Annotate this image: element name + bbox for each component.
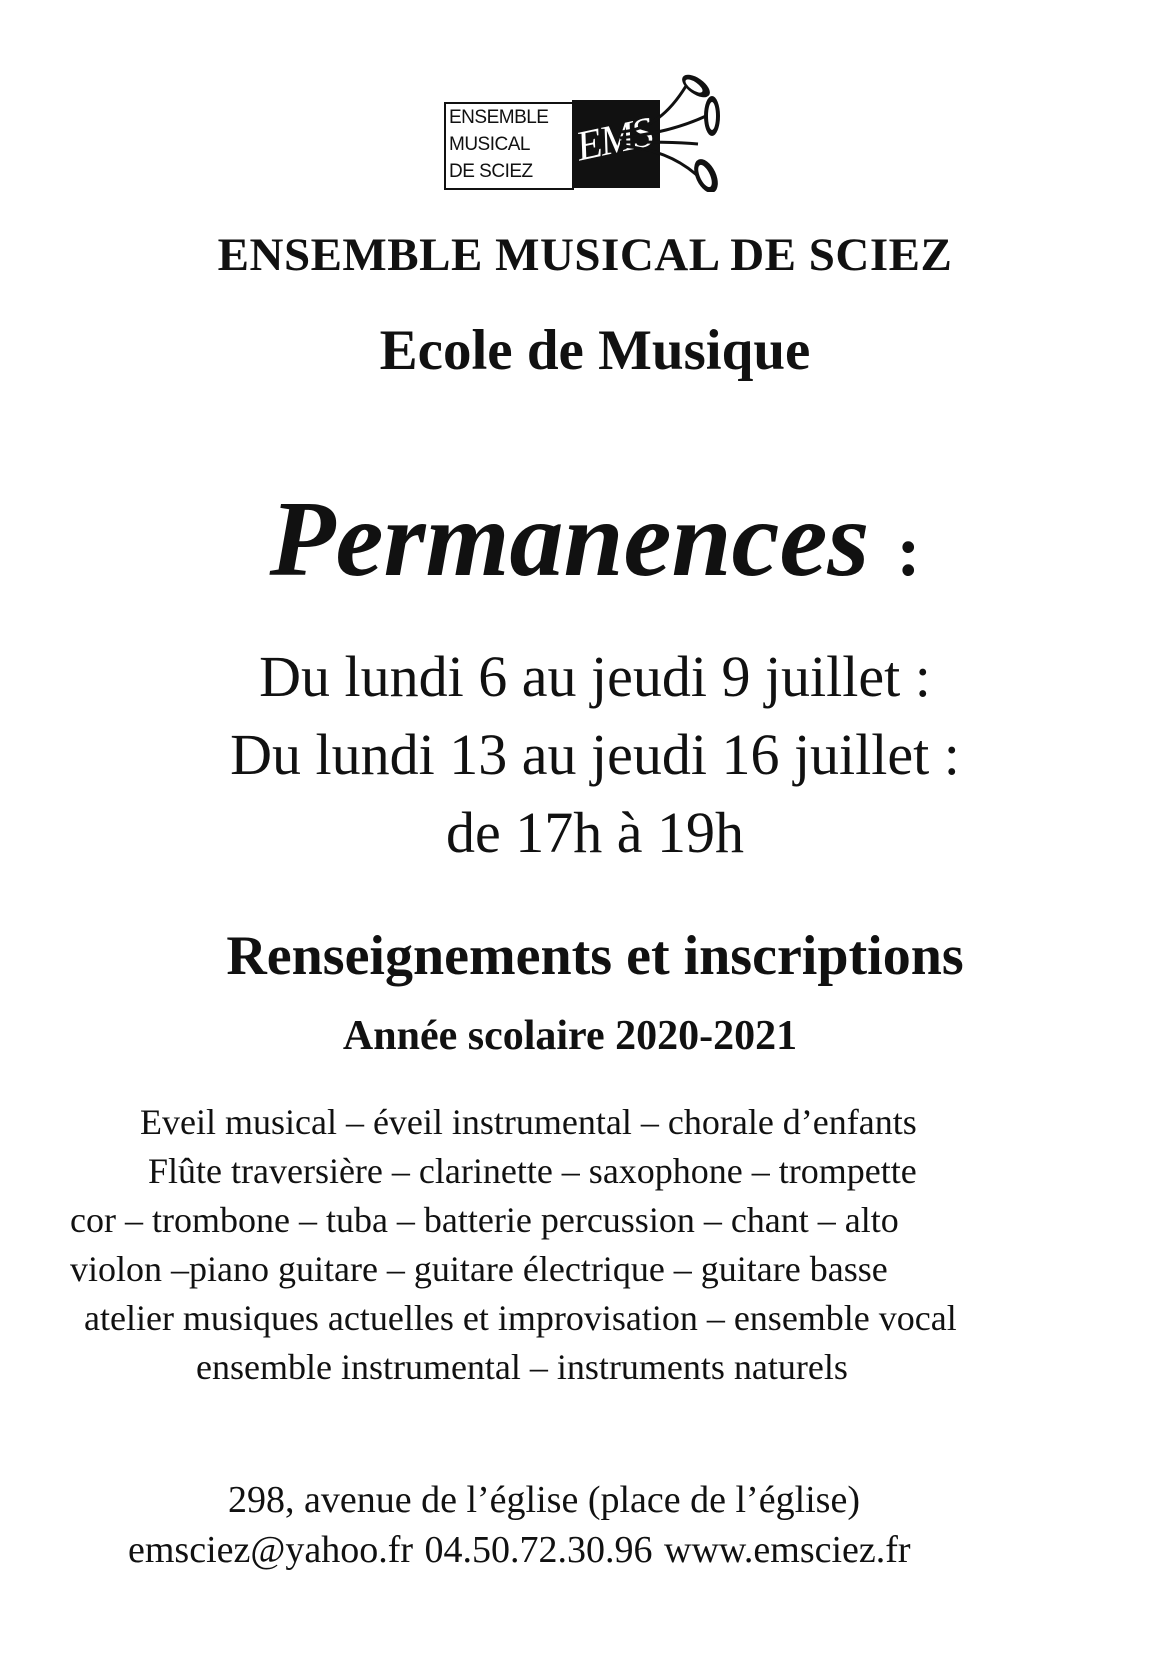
school-title: Ecole de Musique (379, 319, 811, 382)
logo-line-2: MUSICAL (449, 134, 530, 155)
logo-line-1: ENSEMBLE (449, 107, 549, 128)
headline (10, 478, 1170, 602)
info-title: Renseignements et inscriptions (226, 925, 964, 987)
logo-text-box (444, 102, 574, 190)
instrument-line-3: cor – trombone – tuba – batterie percussion – chant – alto (70, 1200, 899, 1240)
headline-colon: : (896, 511, 921, 591)
address: 298, avenue de l’église (place de l’église) (228, 1479, 860, 1521)
dates-block (10, 638, 1170, 872)
instrument-line-1: Eveil musical – éveil instrumental – chorale d’enfants (140, 1102, 917, 1142)
ems-logo (444, 72, 728, 192)
instrument-line-6: ensemble instrumental – instruments naturels (196, 1347, 848, 1387)
date-line-2: Du lundi 13 au jeudi 16 juillet : (230, 722, 960, 787)
organization-title: ENSEMBLE MUSICAL DE SCIEZ (217, 229, 953, 281)
date-line-1: Du lundi 6 au jeudi 9 juillet : (259, 644, 931, 709)
logo-ems-mark: EMS (572, 109, 656, 171)
instrument-line-4: violon –piano guitare – guitare électrique – guitare basse (70, 1249, 888, 1289)
instrument-line-2: Flûte traversière – clarinette – saxophone – trompette (148, 1151, 917, 1191)
horns-icon (620, 72, 732, 192)
logo-line-3: DE SCIEZ (449, 161, 533, 182)
headline-text: Permanences (269, 480, 870, 599)
contact-line: emsciez@yahoo.fr 04.50.72.30.96 www.emsciez.fr (128, 1529, 911, 1571)
time-line: de 17h à 19h (446, 800, 744, 865)
instrument-line-5: atelier musiques actuelles et improvisation – ensemble vocal (84, 1298, 957, 1338)
school-year: Année scolaire 2020-2021 (342, 1013, 798, 1059)
